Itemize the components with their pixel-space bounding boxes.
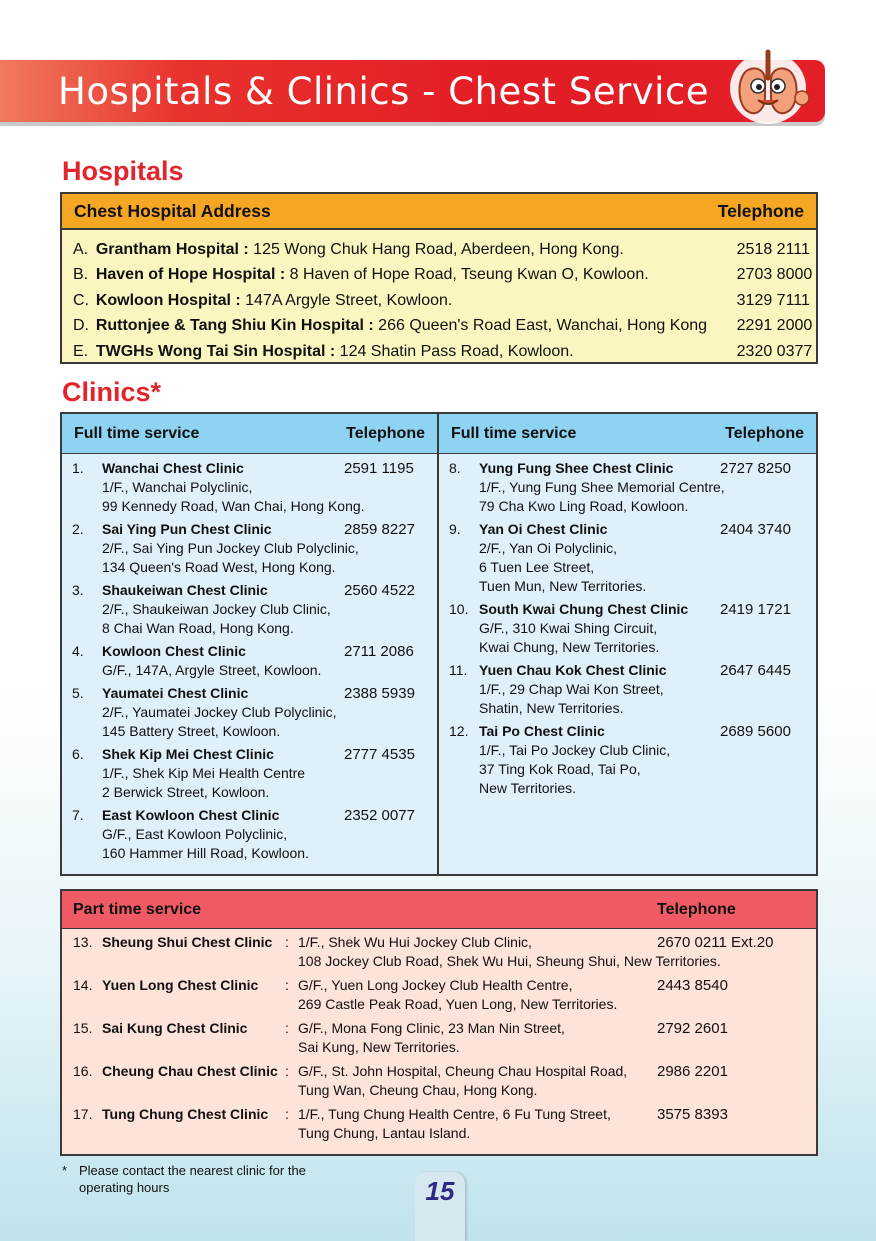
hospital-name: Kowloon Hospital :: [95, 291, 241, 309]
clinic-number: 14.: [73, 977, 93, 993]
clinic-telephone: 2792 2601: [657, 1020, 728, 1037]
clinic-name: East Kowloon Chest Clinic: [102, 807, 280, 823]
hospital-address: 124 Shatin Pass Road, Kowloon.: [335, 342, 574, 360]
separator-colon: :: [285, 934, 289, 950]
clinic-address-line: 2/F., Yan Oi Polyclinic,: [479, 540, 617, 556]
hospital-telephone: 3129 7111: [736, 291, 810, 309]
clinic-number: 1.: [72, 460, 84, 476]
clinic-address-line: 145 Battery Street, Kowloon.: [102, 723, 281, 739]
clinic-address-line: 6 Tuen Lee Street,: [479, 559, 595, 575]
clinic-address-line: 269 Castle Peak Road, Yuen Long, New Territories.: [298, 996, 618, 1012]
full-time-header-label: Full time service: [74, 424, 200, 442]
part-time-header-label: Part time service: [73, 901, 202, 918]
clinic-name: South Kwai Chung Chest Clinic: [479, 601, 689, 617]
lung-mascot-icon: [718, 40, 818, 130]
hospital-row: [73, 339, 816, 365]
hospital-entry: [96, 343, 737, 361]
clinic-item: [449, 722, 816, 798]
clinic-address-line: Kwai Chung, New Territories.: [479, 639, 660, 655]
separator-colon: :: [285, 1106, 289, 1122]
clinic-telephone: 2670 0211 Ext.20: [657, 934, 774, 951]
clinic-name: Cheung Chau Chest Clinic: [102, 1063, 278, 1079]
clinic-address-line: Tung Chung, Lantau Island.: [298, 1125, 471, 1141]
hospitals-header-label: Chest Hospital Address: [74, 200, 271, 221]
clinic-name: Yuen Chau Kok Chest Clinic: [479, 662, 667, 678]
hospital-telephone: 2291 2000: [736, 317, 813, 335]
hospital-name: Grantham Hospital :: [95, 240, 249, 258]
clinic-item: [72, 745, 437, 802]
separator-colon: :: [285, 977, 289, 993]
clinics-table: [60, 412, 818, 876]
hospital-entry: [96, 266, 737, 284]
hospital-telephone: 2518 2111: [736, 240, 810, 258]
clinic-address-line: 1/F., Wanchai Polyclinic,: [102, 479, 253, 495]
hospital-address: 8 Haven of Hope Road, Tseung Kwan O, Kowloon.: [285, 266, 649, 284]
clinic-number: 5.: [72, 685, 84, 701]
hospital-telephone: 2703 8000: [736, 266, 813, 284]
clinic-telephone: 2647 6445: [720, 662, 791, 679]
clinic-telephone: 2404 3740: [720, 521, 791, 538]
clinic-number: 7.: [72, 807, 84, 823]
clinic-name: Yung Fung Shee Chest Clinic: [479, 460, 674, 476]
part-time-item: [62, 976, 816, 1019]
clinic-telephone: 2388 5939: [344, 685, 415, 702]
title-banner: [0, 60, 825, 122]
clinic-address: [298, 1019, 565, 1057]
clinic-telephone: 2591 1195: [344, 460, 414, 477]
clinic-address-line: 2/F., Shaukeiwan Jockey Club Clinic,: [102, 601, 331, 617]
hospitals-heading: Hospitals: [62, 156, 184, 186]
hospital-entry: [96, 317, 737, 335]
clinic-name: Sai Kung Chest Clinic: [102, 1020, 248, 1036]
part-time-item: [62, 1019, 816, 1062]
clinic-name: Sai Ying Pun Chest Clinic: [102, 521, 272, 537]
clinic-name: Tung Chung Chest Clinic: [102, 1106, 269, 1122]
clinic-address-line: 1/F., 29 Chap Wai Kon Street,: [479, 681, 664, 697]
clinic-address-line: 160 Hammer Hill Road, Kowloon.: [102, 845, 309, 861]
clinic-address-line: 2/F., Sai Ying Pun Jockey Club Polyclinic,: [102, 540, 359, 556]
clinic-name: Yaumatei Chest Clinic: [102, 685, 249, 701]
clinic-telephone: 3575 8393: [657, 1106, 728, 1123]
hospital-letter: B.: [73, 266, 89, 284]
hospital-entry: [96, 241, 737, 259]
hospital-address: 266 Queen's Road East, Wanchai, Hong Kong: [373, 317, 708, 335]
clinic-address: [298, 1105, 611, 1143]
clinic-number: 3.: [72, 582, 84, 598]
clinic-name: Kowloon Chest Clinic: [102, 643, 246, 659]
footnote-line: Please contact the nearest clinic for the: [79, 1163, 306, 1178]
hospital-name: Haven of Hope Hospital :: [95, 266, 286, 284]
clinic-item: [72, 581, 437, 638]
hospitals-table: [60, 192, 818, 364]
clinic-telephone: 2986 2201: [657, 1063, 728, 1080]
clinic-address-line: G/F., 147A, Argyle Street, Kowloon.: [102, 662, 322, 678]
clinic-name: Shaukeiwan Chest Clinic: [102, 582, 268, 598]
clinic-telephone: 2689 5600: [720, 723, 791, 740]
part-time-item: [62, 933, 816, 976]
clinic-address-line: G/F., St. John Hospital, Cheung Chau Hospital Road,: [298, 1063, 628, 1079]
clinic-telephone: 2419 1721: [720, 601, 791, 618]
hospitals-header-tel: Telephone: [717, 200, 804, 221]
clinic-telephone: 2727 8250: [720, 460, 791, 477]
clinic-number: 15.: [73, 1020, 93, 1036]
hospital-row: [73, 237, 816, 263]
separator-colon: :: [285, 1063, 289, 1079]
clinic-address-line: 79 Cha Kwo Ling Road, Kowloon.: [479, 498, 689, 514]
clinic-item: [449, 459, 816, 516]
clinic-number: 4.: [72, 643, 84, 659]
footnote-star: *: [62, 1163, 68, 1178]
part-time-item: [62, 1062, 816, 1105]
clinic-address-line: 1/F., Yung Fung Shee Memorial Centre,: [479, 479, 725, 495]
clinic-telephone: 2560 4522: [344, 582, 415, 599]
clinic-address: [298, 976, 617, 1014]
clinic-address-line: 2/F., Yaumatei Jockey Club Polyclinic,: [102, 704, 337, 720]
hospital-letter: E.: [73, 342, 89, 360]
full-time-header: [62, 414, 437, 454]
clinic-address-line: Sai Kung, New Territories.: [298, 1039, 460, 1055]
clinic-number: 9.: [449, 521, 461, 537]
separator-colon: :: [285, 1020, 289, 1036]
clinic-address-line: 134 Queen's Road West, Hong Kong.: [102, 559, 336, 575]
clinic-number: 12.: [449, 723, 469, 739]
clinic-address-line: 1/F., Tung Chung Health Centre, 6 Fu Tung Street,: [298, 1106, 611, 1122]
clinic-address-line: New Territories.: [479, 780, 576, 796]
hospital-name: TWGHs Wong Tai Sin Hospital :: [95, 342, 336, 360]
page-number-tab: [415, 1172, 465, 1241]
part-time-header-tel: Telephone: [657, 901, 736, 918]
full-time-header: [439, 414, 816, 454]
clinic-number: 16.: [73, 1063, 93, 1079]
clinic-address-line: Shatin, New Territories.: [479, 700, 624, 716]
full-time-header-tel: Telephone: [725, 424, 804, 442]
clinic-item: [72, 520, 437, 577]
clinic-item: [449, 520, 816, 596]
part-time-table: [60, 889, 818, 1156]
hospital-row: [73, 314, 816, 340]
footnote-line: operating hours: [79, 1180, 170, 1195]
clinic-telephone: 2443 8540: [657, 977, 728, 994]
full-time-right-column: [439, 414, 816, 874]
clinic-number: 10.: [449, 601, 469, 617]
clinic-number: 6.: [72, 746, 84, 762]
clinic-address-line: G/F., Yuen Long Jockey Club Health Centre,: [298, 977, 573, 993]
clinic-item: [72, 459, 437, 516]
clinic-name: Yan Oi Chest Clinic: [479, 521, 608, 537]
clinic-name: Wanchai Chest Clinic: [102, 460, 244, 476]
part-time-item: [62, 1105, 816, 1148]
clinic-telephone: 2859 8227: [344, 521, 415, 538]
clinic-address-line: 108 Jockey Club Road, Shek Wu Hui, Sheung Shui, New Territories.: [298, 953, 721, 969]
clinic-number: 8.: [449, 460, 461, 476]
clinic-address-line: 1/F., Shek Kip Mei Health Centre: [102, 765, 306, 781]
clinic-item: [72, 684, 437, 741]
clinic-address-line: 8 Chai Wan Road, Hong Kong.: [102, 620, 294, 636]
hospital-letter: C.: [73, 291, 89, 309]
clinic-item: [72, 642, 437, 680]
full-time-header-tel: Telephone: [346, 424, 425, 442]
footnote: [62, 1162, 379, 1196]
hospital-name: Ruttonjee & Tang Shiu Kin Hospital :: [95, 317, 374, 335]
page-title: Hospitals & Clinics - Chest Service: [58, 70, 710, 113]
page-number: 15: [425, 1176, 455, 1206]
clinic-telephone: 2777 4535: [344, 746, 415, 763]
clinic-telephone: 2352 0077: [344, 807, 415, 824]
hospital-telephone: 2320 0377: [736, 342, 813, 360]
clinic-address-line: 1/F., Shek Wu Hui Jockey Club Clinic,: [298, 934, 532, 950]
hospital-letter: D.: [73, 317, 89, 335]
clinic-name: Shek Kip Mei Chest Clinic: [102, 746, 274, 762]
clinic-item: [449, 600, 816, 657]
clinics-heading: Clinics*: [62, 377, 162, 407]
clinic-address-line: 2 Berwick Street, Kowloon.: [102, 784, 270, 800]
full-time-left-column: [62, 414, 439, 874]
hospital-row: [73, 263, 816, 289]
hospital-address: 147A Argyle Street, Kowloon.: [240, 291, 453, 309]
clinic-name: Yuen Long Chest Clinic: [102, 977, 259, 993]
clinic-number: 17.: [73, 1106, 93, 1122]
full-time-header-label: Full time service: [451, 424, 577, 442]
clinic-address-line: G/F., 310 Kwai Shing Circuit,: [479, 620, 658, 636]
hospitals-header: [62, 194, 816, 230]
clinic-item: [449, 661, 816, 718]
hospital-letter: A.: [73, 240, 89, 258]
clinic-address-line: G/F., East Kowloon Polyclinic,: [102, 826, 288, 842]
hospital-row: [73, 288, 816, 314]
clinic-number: 2.: [72, 521, 84, 537]
clinic-address-line: Tuen Mun, New Territories.: [479, 578, 647, 594]
clinic-address-line: Tung Wan, Cheung Chau, Hong Kong.: [298, 1082, 538, 1098]
clinic-item: [72, 806, 437, 863]
clinic-address: [298, 1062, 627, 1100]
clinic-name: Tai Po Chest Clinic: [479, 723, 605, 739]
part-time-header: [62, 891, 816, 929]
clinic-number: 11.: [449, 662, 468, 678]
clinic-address-line: 37 Ting Kok Road, Tai Po,: [479, 761, 641, 777]
clinic-address-line: 99 Kennedy Road, Wan Chai, Hong Kong.: [102, 498, 365, 514]
clinic-address-line: 1/F., Tai Po Jockey Club Clinic,: [479, 742, 671, 758]
clinic-name: Sheung Shui Chest Clinic: [102, 934, 273, 950]
hospital-entry: [96, 292, 737, 310]
clinic-telephone: 2711 2086: [344, 643, 414, 660]
clinic-address-line: G/F., Mona Fong Clinic, 23 Man Nin Street,: [298, 1020, 565, 1036]
hospital-address: 125 Wong Chuk Hang Road, Aberdeen, Hong Kong.: [248, 240, 624, 258]
clinic-number: 13.: [73, 934, 93, 950]
